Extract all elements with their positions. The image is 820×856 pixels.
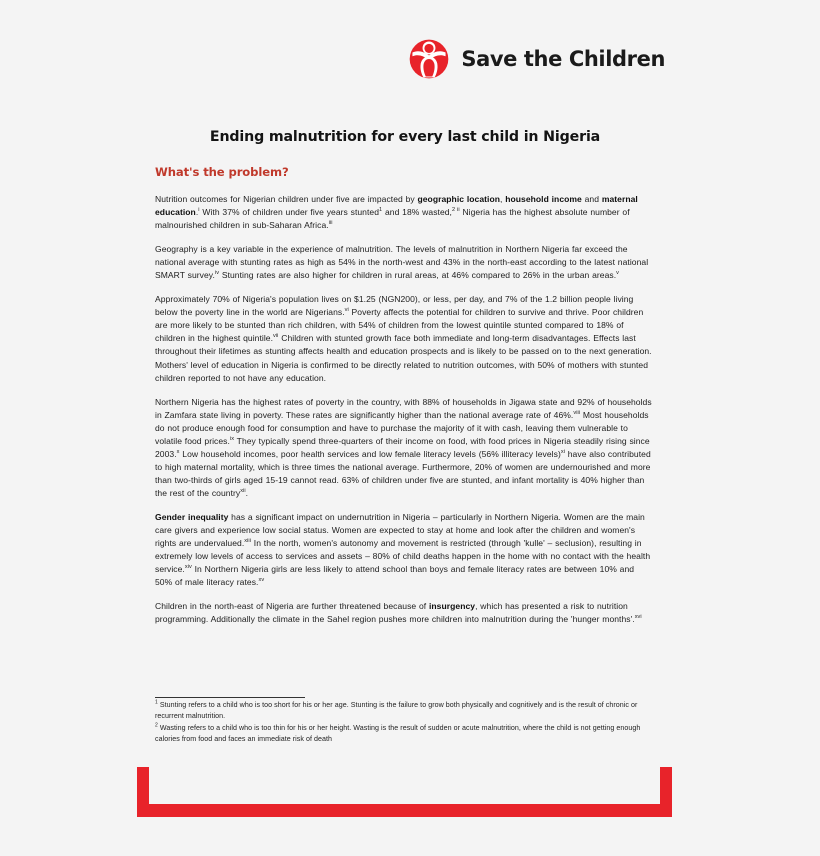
save-the-children-logo-icon xyxy=(406,36,452,82)
footnotes-block xyxy=(155,700,652,746)
logo-wordmark: Save the Children xyxy=(461,47,665,71)
footer-red-bracket-graphic xyxy=(137,767,672,817)
section-heading-problem: What's the problem? xyxy=(155,165,289,179)
paragraph-5-gender-inequality: Gender inequality has a significant impact on undernutrition in Nigeria – particularly in Northern Nigeria. Women are the main care givers and experience low social status. Women are expected to stay at home and look after the children and women's rights are undervalued.$^{xiii}$ In the north, women's autonomy and movement is restricted (through 'kulle' – seclusion), resulting in extremely low levels of access to services and assets – 80% of child deaths happen in the home with no contact with the health service.$^{xiv}$ In Northern Nigeria girls are less likely to attend school than boys and female literacy rates are between 10% and 50% of male literacy rates.$^{xv}$ xyxy=(155,511,651,588)
page-title: Ending malnutrition for every last child in Nigeria xyxy=(209,129,601,145)
footnote-2: $^2$ Wasting refers to a child who is too thin for his or her height. Wasting is the result of sudden or acute malnutrition, where the child is not getting enough calories from food and faces an immediate risk of death xyxy=(155,722,641,743)
bracket-base xyxy=(137,804,672,817)
paragraph-3: Approximately 70% of Nigeria's population lives on $1.25 (NGN200), or less, per day, and 7% of the 1.2 billion people living below the poverty line in the world are Nigerians.$^{vi}$ Poverty affects the potential for children to survive and thrive. Poor children are more likely to be stunted than rich children, with 54% of children from the lowest quintile stunted compared to 18% of children in the highest quintile.$^{vii}$ Children with stunted growth face both immediate and long-term disadvantages. Effects last throughout their lifetimes as stunting affects health and education prospects and is likely to be passed on to the next generation. Mothers' level of education in Nigeria is confirmed to be directly related to nutrition outcomes, with 50% of mothers with stunted children reported to not have any education. xyxy=(155,294,652,383)
footnote-1: $^1$ Stunting refers to a child who is too short for his or her age. Stunting is the failure to grow both physically and cognitively and is the result of chronic or recurrent malnutrition. xyxy=(155,699,638,720)
footnote-separator xyxy=(155,697,305,698)
brand-logo xyxy=(406,36,665,82)
paragraph-1: Nutrition outcomes for Nigerian children under five are impacted by geographic location, household income and maternal education.$^i$ With 37% of children under five years stunted$^1$ and 18% wasted,$^{2 ii}$ Nigeria has the highest absolute number of malnourished children in sub-Saharan Africa.$^{iii}$ xyxy=(155,194,638,231)
paragraph-6-insurgency: Children in the north-east of Nigeria are further threatened because of insurgency, which has presented a risk to nutrition programming. Additionally the climate in the Sahel region pushes more children into malnutrition during the 'hunger months'.$^{xvi}$ xyxy=(155,601,642,625)
paragraph-2: Geography is a key variable in the experience of malnutrition. The levels of malnutrition in Northern Nigeria far exceed the national average with stunting rates as high as 54% in the north-west and 43% in the north-east according to the latest national SMART survey.$^{iv}$ Stunting rates are also higher for children in rural areas, at 46% compared to 26% in the urban areas.$^v$ xyxy=(155,244,649,281)
paragraph-4: Northern Nigeria has the highest rates of poverty in the country, with 88% of households in Jigawa state and 92% of households in Zamfara state living in poverty. These rates are significantly higher than the national average rate of 46%.$^{viii}$ Most households do not produce enough food for consumption and have to purchase the majority of it with cash, leaving them vulnerable to volatile food prices.$^{ix}$ They typically spend three-quarters of their income on food, with food prices in Nigeria steadily rising since 2003.$^x$ Low household incomes, poor health services and low female literacy levels (56% illiteracy levels)$^{xi}$ have also contributed to high maternal mortality, which is three times the national average. Furthermore, 20% of women are undernourished and more than two-thirds of girls aged 15-19 cannot read. 63% of children under five are stunted, and infant mortality is 40% higher than the rest of the country$^{xii}$. xyxy=(155,396,652,498)
body-text-column xyxy=(155,193,652,626)
